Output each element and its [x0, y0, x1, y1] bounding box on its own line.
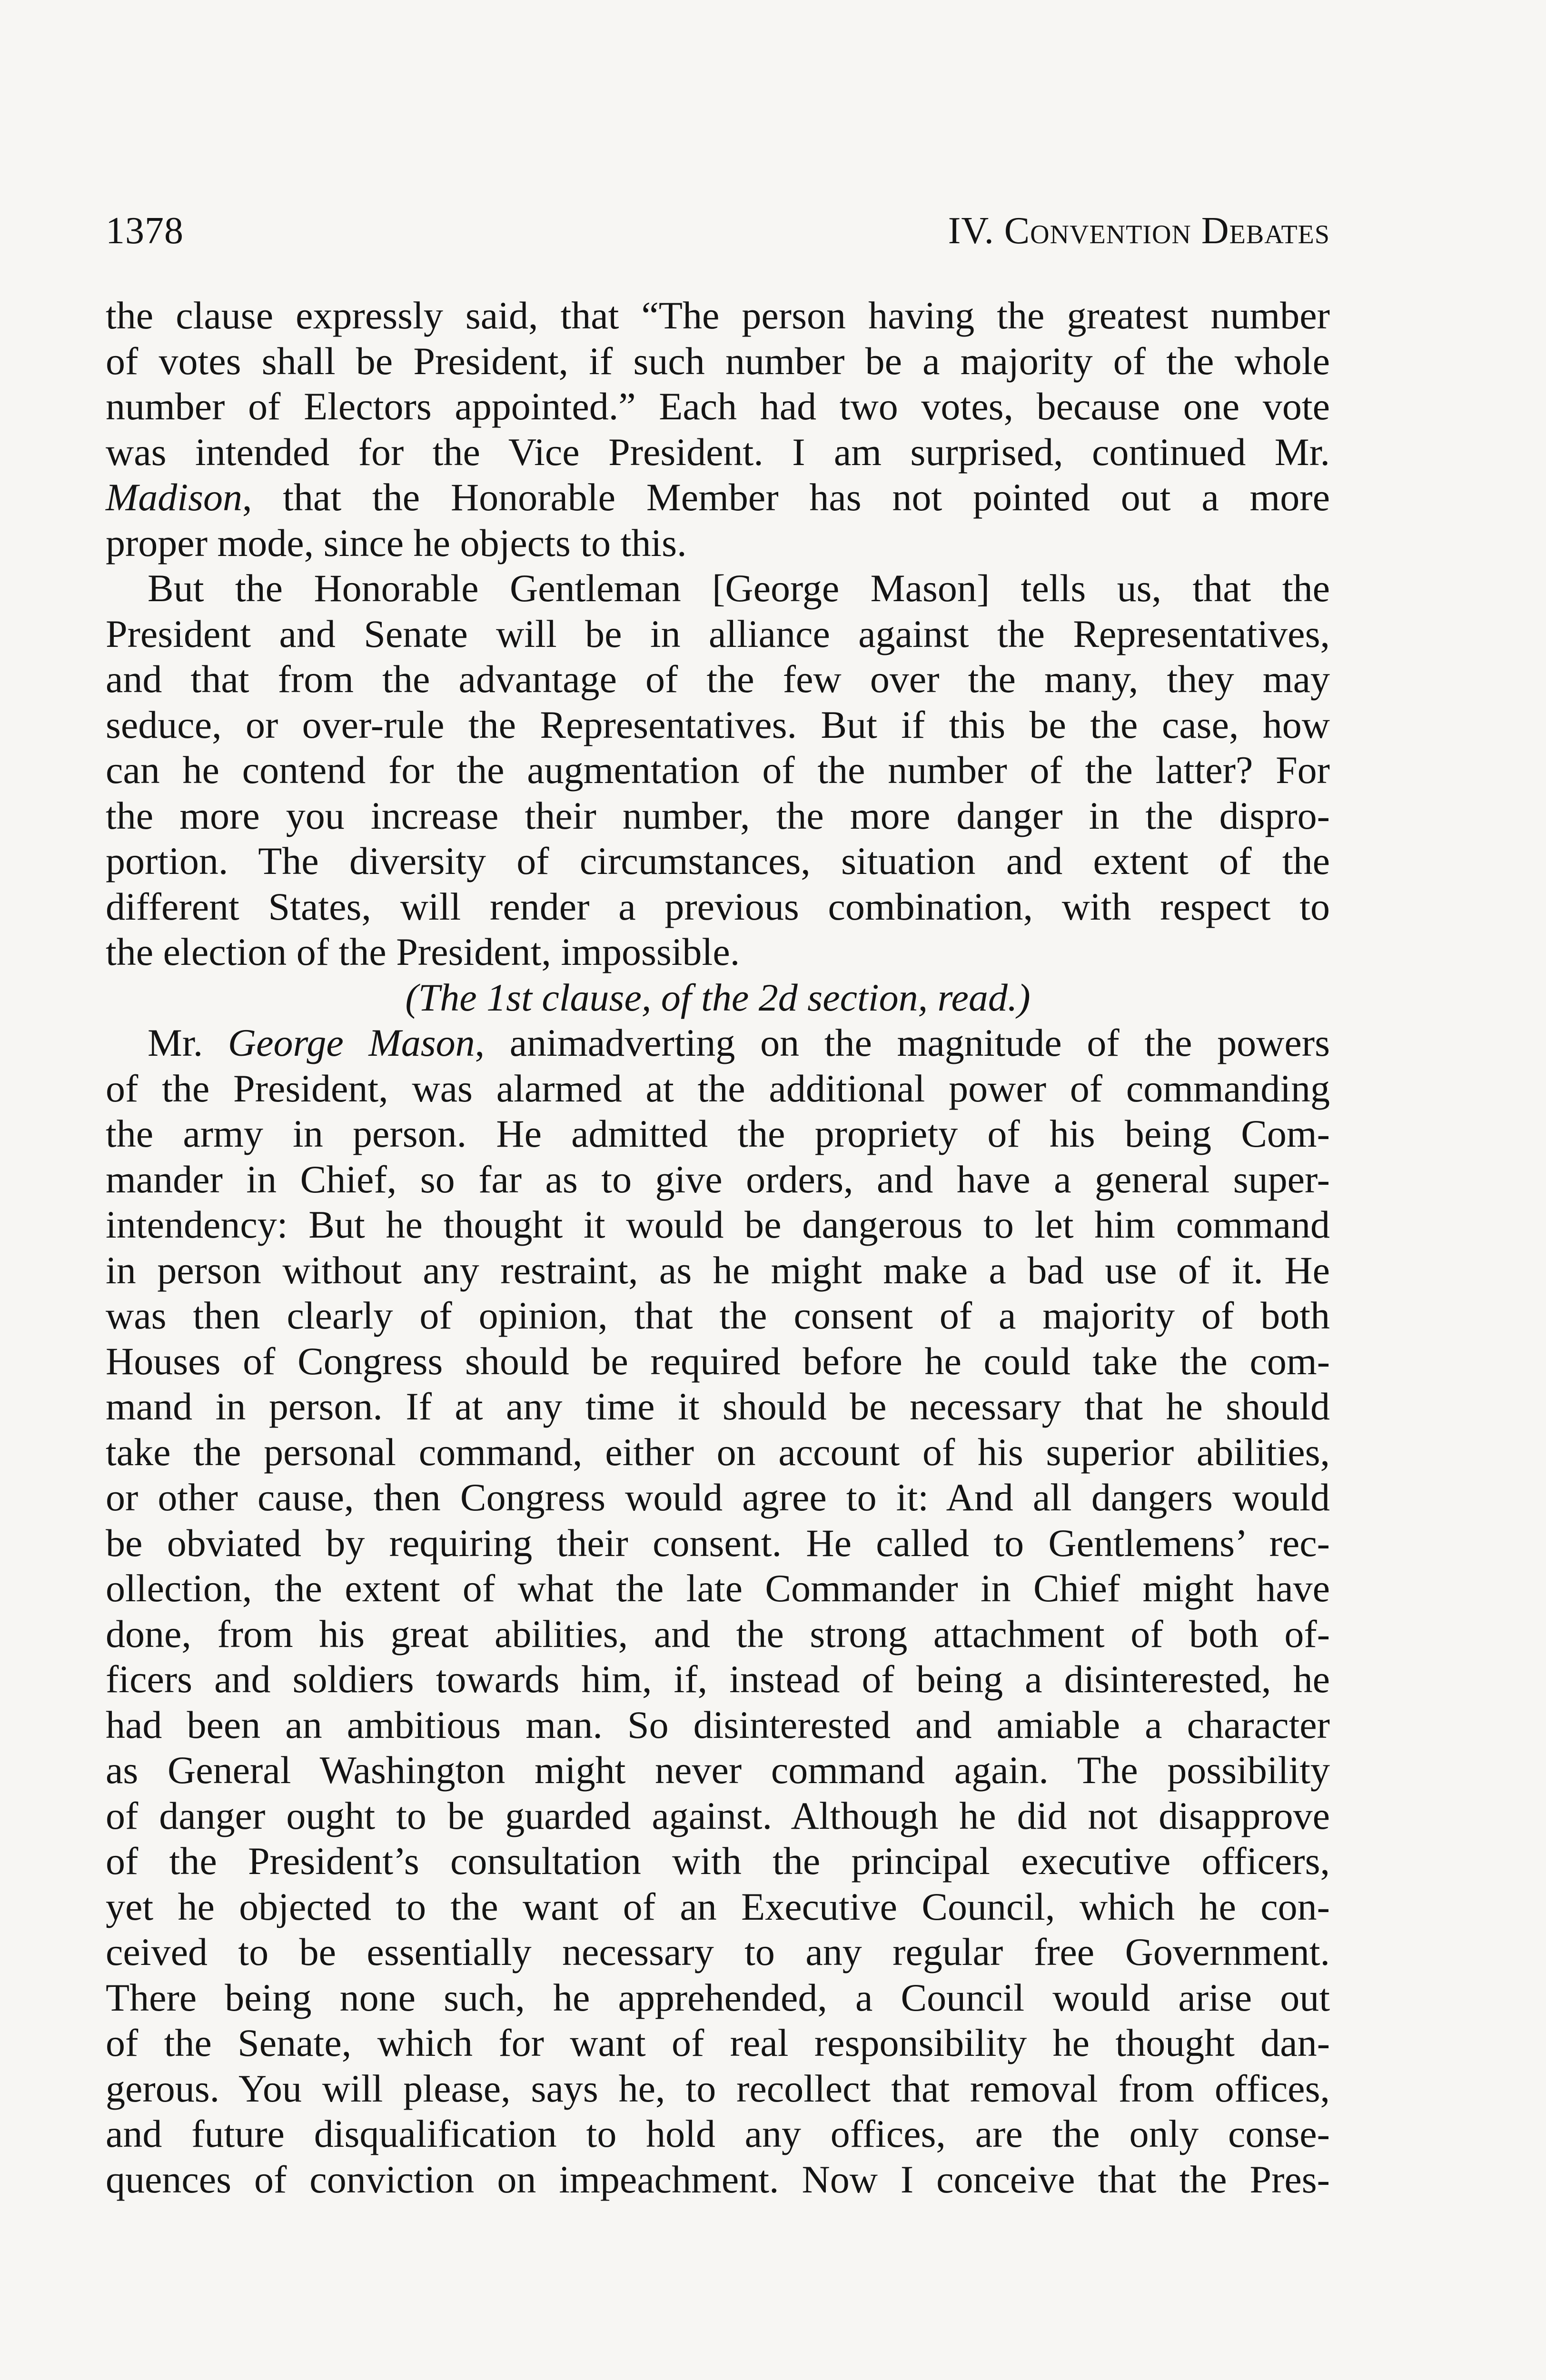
text-line: yet he objected to the want of an Executive Council, which he con-	[106, 1884, 1330, 1928]
text-line: the more you increase their number, the more danger in the dispro-	[106, 793, 1330, 837]
text-line: of votes shall be President, if such number be a majority of the whole	[106, 339, 1330, 383]
text-line: mand in person. If at any time it should be necessary that he should	[106, 1385, 1330, 1428]
text-line: Mr. George Mason, animadverting on the magnitude of the powers	[148, 1021, 1330, 1064]
text-line: of danger ought to be guarded against. Although he did not disapprove	[106, 1794, 1330, 1837]
text-line: be obviated by requiring their consent. He called to Gentlemens’ rec-	[106, 1521, 1330, 1565]
text-line: seduce, or over-rule the Representatives. But if this be the case, how	[106, 703, 1330, 746]
text-line: different States, will render a previous combination, with respect to	[106, 884, 1330, 928]
text-line: number of Electors appointed.” Each had two votes, because one vote	[106, 385, 1330, 428]
text-line: ficers and soldiers towards him, if, instead of being a disinterested, he	[106, 1657, 1330, 1701]
text-line: was intended for the Vice President. I am surprised, continued Mr.	[106, 430, 1330, 474]
text-line: of the Senate, which for want of real responsibility he thought dan-	[106, 2021, 1330, 2064]
text-line: mander in Chief, so far as to give orders, and have a general super-	[106, 1157, 1330, 1201]
text-line: President and Senate will be in alliance against the Representatives,	[106, 612, 1330, 655]
text-line: proper mode, since he objects to this.	[106, 521, 687, 565]
text-line: done, from his great abilities, and the strong attachment of both of-	[106, 1612, 1330, 1656]
text-line: the clause expressly said, that “The person having the greatest number	[106, 294, 1330, 337]
text-line: was then clearly of opinion, that the consent of a majority of both	[106, 1294, 1330, 1337]
text-line: the army in person. He admitted the propriety of his being Com-	[106, 1112, 1330, 1155]
text-line: But the Honorable Gentleman [George Mason] tells us, that the	[148, 566, 1330, 610]
text-line: ceived to be essentially necessary to any regular free Government.	[106, 1930, 1330, 1973]
stage-direction: (The 1st clause, of the 2d section, read.)	[405, 975, 1031, 1019]
text-line: intendency: But he thought it would be dangerous to let him command	[106, 1203, 1330, 1246]
text-line: There being none such, he apprehended, a Council would arise out	[106, 1975, 1330, 2019]
text-line: ollection, the extent of what the late Commander in Chief might have	[106, 1567, 1330, 1610]
text-line: of the President, was alarmed at the additional power of commanding	[106, 1066, 1330, 1110]
text-line: had been an ambitious man. So disinterested and amiable a character	[106, 1703, 1330, 1746]
text-line: or other cause, then Congress would agree to it: And all dangers would	[106, 1476, 1330, 1519]
page-header	[106, 205, 1330, 257]
text-line: Houses of Congress should be required before he could take the com-	[106, 1339, 1330, 1383]
text-line: and future disqualification to hold any offices, are the only conse-	[106, 2112, 1330, 2155]
text-line: as General Washington might never command again. The possibility	[106, 1748, 1330, 1792]
text-line: and that from the advantage of the few over the many, they may	[106, 657, 1330, 701]
running-head: IV. Convention Debates	[948, 210, 1330, 252]
text-line: portion. The diversity of circumstances, situation and extent of the	[106, 839, 1330, 883]
italic-name: George Mason	[228, 1021, 475, 1064]
text-line: gerous. You will please, says he, to recollect that removal from offices,	[106, 2066, 1330, 2110]
text-line: can he contend for the augmentation of the number of the latter? For	[106, 748, 1330, 792]
text-line: take the personal command, either on account of his superior abilities,	[106, 1430, 1330, 1474]
italic-name: Madison	[106, 476, 242, 519]
text-line: quences of conviction on impeachment. Now I conceive that the Pres-	[106, 2157, 1330, 2201]
page-number: 1378	[106, 210, 184, 252]
text-line: in person without any restraint, as he might make a bad use of it. He	[106, 1248, 1330, 1292]
text-line: Madison, that the Honorable Member has not pointed out a more	[106, 476, 1330, 519]
body-text	[106, 293, 1330, 2202]
text-line: of the President’s consultation with the principal executive officers,	[106, 1839, 1330, 1883]
text-line: the election of the President, impossible.	[106, 930, 740, 973]
